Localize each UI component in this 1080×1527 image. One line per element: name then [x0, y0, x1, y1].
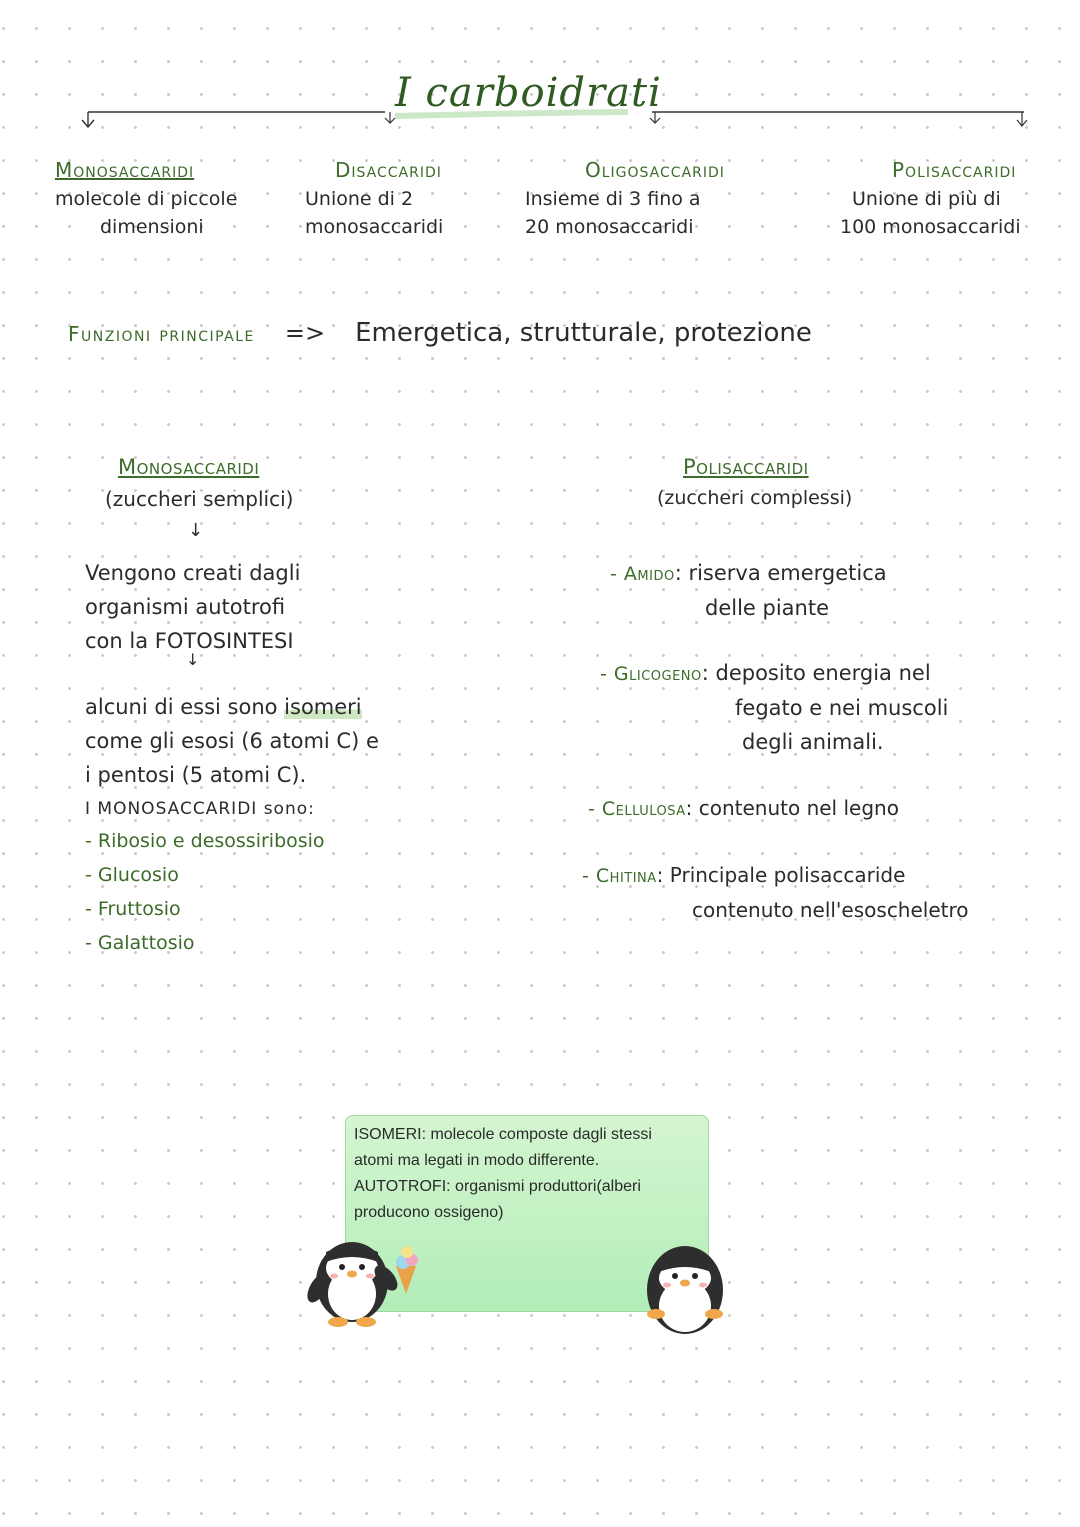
category-title: Oligosaccaridi — [585, 158, 725, 182]
poly-item-name: - Glicogeno — [600, 663, 702, 685]
category-disaccaridi — [305, 158, 505, 238]
category-line: monosaccaridi — [305, 216, 444, 238]
list-item: - Glucosio — [85, 864, 179, 886]
category-line: 100 monosaccaridi — [840, 216, 1021, 238]
poly-item-desc: delle piante — [705, 596, 830, 620]
arrow-down-icon: ↓ — [188, 520, 204, 541]
category-line: Unione di 2 — [305, 188, 414, 210]
functions-label: Funzioni principale — [68, 322, 255, 346]
poly-item-amido — [610, 556, 887, 625]
mono-list-intro: I MONOSACCARIDI sono: — [85, 799, 315, 819]
mono-text: come gli esosi (6 atomi C) e — [85, 729, 379, 753]
isomeri-highlight: isomeri — [284, 695, 362, 719]
poly-title-text: Polisaccaridi — [683, 455, 809, 479]
category-line: 20 monosaccaridi — [525, 216, 694, 238]
mono-subtitle: (zuccheri semplici) — [105, 487, 294, 511]
poly-item-desc: : riserva emergetica — [674, 561, 887, 585]
mono-lines — [85, 556, 300, 658]
poly-title — [683, 455, 809, 479]
poly-item-glicogeno — [600, 656, 948, 759]
poly-item-desc: contenuto nell'esoscheletro — [692, 898, 969, 922]
poly-item-name: - Amido — [610, 563, 675, 585]
poly-item-desc: degli animali. — [742, 730, 884, 754]
category-polisaccaridi — [840, 158, 1035, 238]
page-title: I carboidrati — [395, 70, 662, 116]
note-line: AUTOTROFI: organismi produttori(alberi — [354, 1178, 641, 1195]
mono-title — [118, 455, 259, 479]
mono-line: con la FOTOSINTESI — [85, 629, 294, 653]
category-title: Monosaccaridi — [55, 158, 195, 182]
poly-item-desc: fegato e nei muscoli — [735, 696, 949, 720]
poly-item-desc: : Principale polisaccaride — [656, 863, 906, 887]
poly-item-name: - Cellulosa — [588, 798, 686, 820]
note-content — [354, 1122, 699, 1226]
category-line: Unione di più di — [852, 188, 1001, 210]
list-item: - Fruttosio — [85, 898, 181, 920]
penguin-icecream-icon — [300, 1222, 430, 1332]
poly-item-cellulosa — [588, 791, 899, 826]
category-oligosaccaridi — [525, 158, 785, 238]
arrow-down-icon: ↓ — [186, 650, 200, 669]
mono-line: organismi autotrofi — [85, 595, 286, 619]
functions-value: Emergetica, strutturale, protezione — [355, 318, 812, 348]
mono-line: Vengono creati dagli — [85, 561, 301, 585]
mono-list — [85, 824, 325, 960]
arrow-icon: => — [284, 319, 326, 347]
functions-row — [68, 318, 812, 348]
category-monosaccaridi — [55, 158, 265, 238]
note-line: producono ossigeno) — [354, 1204, 504, 1221]
category-line: dimensioni — [100, 216, 204, 238]
note-line: ISOMERI: molecole composte dagli stessi — [354, 1126, 652, 1143]
category-line: Insieme di 3 fino a — [525, 188, 701, 210]
poly-item-name: - Chitina — [582, 865, 657, 887]
mono-title-text: Monosaccaridi — [118, 455, 260, 479]
mono-text: alcuni di essi sono — [85, 695, 278, 719]
title-bracket — [0, 0, 1080, 140]
category-line: molecole di piccole — [55, 188, 238, 210]
category-title: Disaccaridi — [335, 158, 442, 182]
mono-text: i pentosi (5 atomi C). — [85, 763, 307, 787]
mono-description — [85, 690, 379, 826]
penguin-icon — [640, 1238, 730, 1348]
category-title: Polisaccaridi — [892, 158, 1017, 182]
list-item: - Galattosio — [85, 932, 195, 954]
list-item: - Ribosio e desossiribosio — [85, 830, 325, 852]
poly-item-desc: : deposito energia nel — [701, 661, 931, 685]
poly-item-chitina — [582, 858, 969, 927]
poly-subtitle: (zuccheri complessi) — [657, 487, 853, 509]
note-line: atomi ma legati in modo differente. — [354, 1152, 600, 1169]
poly-item-desc: : contenuto nel legno — [685, 796, 899, 820]
